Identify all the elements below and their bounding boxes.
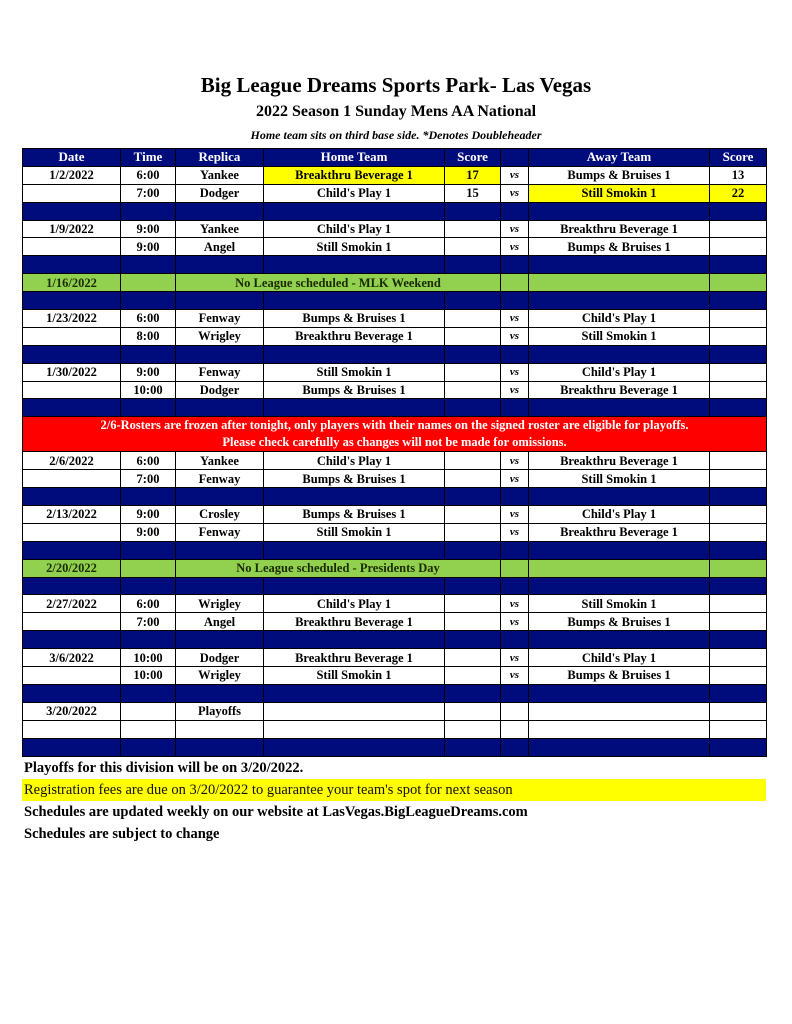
time-cell: 7:00 — [121, 613, 176, 631]
time-cell: 7:00 — [121, 184, 176, 202]
away-score-cell: 13 — [710, 166, 767, 184]
separator-cell — [529, 541, 710, 559]
separator-row — [23, 738, 767, 756]
separator-cell — [264, 488, 445, 506]
vs-cell — [501, 274, 529, 292]
game-row — [23, 523, 767, 541]
vs-cell: vs — [501, 327, 529, 345]
time-cell: 10:00 — [121, 649, 176, 667]
replica-field-cell: Yankee — [176, 166, 264, 184]
footer-note: Schedules are subject to change — [24, 826, 220, 842]
home-score-cell: 15 — [445, 184, 501, 202]
separator-cell — [121, 292, 176, 310]
separator-cell — [176, 541, 264, 559]
separator-cell — [121, 399, 176, 417]
separator-row — [23, 256, 767, 274]
separator-cell — [176, 399, 264, 417]
separator-cell — [176, 488, 264, 506]
separator-cell — [529, 738, 710, 756]
away-team-cell: Bumps & Bruises 1 — [529, 667, 710, 685]
separator-cell — [710, 345, 767, 363]
separator-cell — [710, 202, 767, 220]
col-header-date: Date — [23, 149, 121, 167]
home-score-cell: 17 — [445, 166, 501, 184]
separator-cell — [710, 684, 767, 702]
replica-field-cell: Dodger — [176, 184, 264, 202]
away-team-cell: Still Smokin 1 — [529, 327, 710, 345]
replica-field-cell: Wrigley — [176, 327, 264, 345]
page-subtitle: 2022 Season 1 Sunday Mens AA National — [255, 103, 537, 120]
away-score-cell — [710, 310, 767, 328]
game-row — [23, 470, 767, 488]
date-cell — [23, 613, 121, 631]
home-team-cell: Child's Play 1 — [264, 220, 445, 238]
away-team-cell: Child's Play 1 — [529, 363, 710, 381]
game-row — [23, 166, 767, 184]
separator-row — [23, 684, 767, 702]
game-row — [23, 381, 767, 399]
separator-row — [23, 488, 767, 506]
date-cell — [23, 184, 121, 202]
separator-cell — [176, 738, 264, 756]
separator-cell — [23, 345, 121, 363]
separator-row — [23, 541, 767, 559]
col-header-home-score: Score — [445, 149, 501, 167]
footer-notes — [22, 757, 766, 845]
vs-cell: vs — [501, 506, 529, 524]
replica-field-cell — [176, 720, 264, 738]
separator-cell — [529, 345, 710, 363]
separator-cell — [264, 292, 445, 310]
separator-cell — [121, 684, 176, 702]
home-score-cell — [445, 220, 501, 238]
game-row — [23, 184, 767, 202]
away-team-cell: Bumps & Bruises 1 — [529, 613, 710, 631]
replica-field-cell: Wrigley — [176, 595, 264, 613]
date-cell — [23, 238, 121, 256]
home-team-cell: Bumps & Bruises 1 — [264, 470, 445, 488]
separator-cell — [121, 577, 176, 595]
separator-cell — [121, 541, 176, 559]
banner-line-1: 2/6-Rosters are frozen after tonight, only players with their names on the signed roster are eligible for playoffs. — [100, 418, 689, 433]
away-score-cell — [710, 327, 767, 345]
separator-cell — [23, 541, 121, 559]
home-team-cell — [264, 720, 445, 738]
away-team-cell — [529, 559, 710, 577]
separator-cell — [121, 738, 176, 756]
replica-field-cell: Fenway — [176, 470, 264, 488]
game-row — [23, 238, 767, 256]
roster-freeze-banner — [23, 417, 767, 452]
home-team-cell: Still Smokin 1 — [264, 667, 445, 685]
time-cell — [121, 559, 176, 577]
replica-field-cell: Fenway — [176, 363, 264, 381]
separator-cell — [445, 577, 501, 595]
replica-field-cell: Yankee — [176, 452, 264, 470]
separator-cell — [501, 577, 529, 595]
time-cell: 9:00 — [121, 523, 176, 541]
home-score-cell — [445, 595, 501, 613]
vs-cell: vs — [501, 595, 529, 613]
away-score-cell — [710, 381, 767, 399]
separator-cell — [445, 631, 501, 649]
time-cell: 6:00 — [121, 452, 176, 470]
date-cell: 1/9/2022 — [23, 220, 121, 238]
game-row — [23, 363, 767, 381]
vs-cell — [501, 720, 529, 738]
col-header-away-team: Away Team — [529, 149, 710, 167]
no-league-text: No League scheduled - Presidents Day — [176, 559, 501, 577]
date-cell: 2/20/2022 — [23, 559, 121, 577]
separator-cell — [529, 256, 710, 274]
date-cell — [23, 381, 121, 399]
separator-cell — [529, 577, 710, 595]
vs-cell: vs — [501, 363, 529, 381]
game-row — [23, 220, 767, 238]
date-cell — [23, 327, 121, 345]
home-score-cell — [445, 649, 501, 667]
vs-cell: vs — [501, 220, 529, 238]
separator-cell — [501, 738, 529, 756]
date-cell: 1/16/2022 — [23, 274, 121, 292]
time-cell: 6:00 — [121, 595, 176, 613]
separator-cell — [23, 399, 121, 417]
away-team-cell: Child's Play 1 — [529, 506, 710, 524]
separator-cell — [264, 577, 445, 595]
home-score-cell — [445, 381, 501, 399]
away-team-cell — [529, 702, 710, 720]
away-team-cell: Child's Play 1 — [529, 649, 710, 667]
vs-cell: vs — [501, 667, 529, 685]
separator-cell — [445, 738, 501, 756]
separator-cell — [264, 684, 445, 702]
replica-field-cell: Wrigley — [176, 667, 264, 685]
separator-cell — [501, 292, 529, 310]
home-team-cell — [264, 702, 445, 720]
home-team-cell: Child's Play 1 — [264, 452, 445, 470]
separator-row — [23, 577, 767, 595]
separator-cell — [23, 577, 121, 595]
replica-field-cell: Yankee — [176, 220, 264, 238]
separator-cell — [121, 345, 176, 363]
separator-cell — [445, 488, 501, 506]
separator-cell — [710, 541, 767, 559]
home-team-cell: Breakthru Beverage 1 — [264, 613, 445, 631]
separator-cell — [23, 256, 121, 274]
away-score-cell — [710, 523, 767, 541]
date-cell — [23, 667, 121, 685]
date-cell: 2/6/2022 — [23, 452, 121, 470]
separator-cell — [23, 202, 121, 220]
banner-line-2: Please check carefully as changes will not be made for omissions. — [222, 435, 567, 450]
away-team-cell — [529, 720, 710, 738]
separator-row — [23, 345, 767, 363]
separator-cell — [710, 577, 767, 595]
home-score-cell — [445, 720, 501, 738]
home-score-cell — [445, 667, 501, 685]
replica-field-cell: Playoffs — [176, 702, 264, 720]
game-row — [23, 452, 767, 470]
home-team-cell: Breakthru Beverage 1 — [264, 649, 445, 667]
away-score-cell — [710, 274, 767, 292]
away-score-cell — [710, 452, 767, 470]
game-row — [23, 702, 767, 720]
banner-cell — [23, 417, 767, 452]
col-header-vs — [501, 149, 529, 167]
away-team-cell: Bumps & Bruises 1 — [529, 238, 710, 256]
separator-cell — [121, 488, 176, 506]
time-cell: 9:00 — [121, 220, 176, 238]
separator-cell — [23, 631, 121, 649]
no-league-row — [23, 559, 767, 577]
away-score-cell — [710, 559, 767, 577]
date-cell: 2/27/2022 — [23, 595, 121, 613]
away-score-cell — [710, 470, 767, 488]
separator-cell — [501, 541, 529, 559]
away-team-cell: Child's Play 1 — [529, 310, 710, 328]
col-header-away-score: Score — [710, 149, 767, 167]
separator-cell — [23, 738, 121, 756]
away-team-cell: Still Smokin 1 — [529, 470, 710, 488]
away-score-cell — [710, 720, 767, 738]
separator-cell — [264, 202, 445, 220]
separator-cell — [176, 684, 264, 702]
time-cell: 10:00 — [121, 381, 176, 399]
vs-cell: vs — [501, 310, 529, 328]
vs-cell: vs — [501, 166, 529, 184]
vs-cell: vs — [501, 381, 529, 399]
home-team-cell: Bumps & Bruises 1 — [264, 381, 445, 399]
table-header-row — [23, 149, 767, 167]
separator-cell — [501, 399, 529, 417]
separator-cell — [710, 399, 767, 417]
separator-row — [23, 292, 767, 310]
time-cell: 10:00 — [121, 667, 176, 685]
separator-cell — [445, 292, 501, 310]
game-row — [23, 310, 767, 328]
away-team-cell — [529, 274, 710, 292]
home-score-cell — [445, 452, 501, 470]
replica-field-cell: Angel — [176, 613, 264, 631]
separator-cell — [445, 256, 501, 274]
page-note: Home team sits on third base side. *Denotes Doubleheader — [250, 128, 542, 142]
separator-cell — [445, 399, 501, 417]
page-title: Big League Dreams Sports Park- Las Vegas — [200, 73, 592, 97]
vs-cell: vs — [501, 523, 529, 541]
separator-cell — [529, 202, 710, 220]
replica-field-cell: Fenway — [176, 310, 264, 328]
time-cell: 6:00 — [121, 310, 176, 328]
game-row — [23, 595, 767, 613]
away-score-cell: 22 — [710, 184, 767, 202]
separator-cell — [501, 684, 529, 702]
separator-cell — [445, 202, 501, 220]
replica-field-cell: Fenway — [176, 523, 264, 541]
schedule-body — [23, 166, 767, 756]
game-row — [23, 506, 767, 524]
replica-field-cell: Dodger — [176, 381, 264, 399]
col-header-time: Time — [121, 149, 176, 167]
replica-field-cell: Dodger — [176, 649, 264, 667]
separator-cell — [264, 256, 445, 274]
date-cell: 1/23/2022 — [23, 310, 121, 328]
separator-cell — [710, 488, 767, 506]
separator-cell — [529, 488, 710, 506]
game-row — [23, 327, 767, 345]
away-score-cell — [710, 702, 767, 720]
separator-cell — [176, 256, 264, 274]
home-team-cell: Breakthru Beverage 1 — [264, 327, 445, 345]
away-team-cell: Breakthru Beverage 1 — [529, 523, 710, 541]
time-cell: 9:00 — [121, 506, 176, 524]
date-cell: 1/2/2022 — [23, 166, 121, 184]
col-header-replica: Replica — [176, 149, 264, 167]
separator-cell — [264, 399, 445, 417]
home-score-cell — [445, 238, 501, 256]
registration-note: Registration fees are due on 3/20/2022 to guarantee your team's spot for next season — [22, 779, 766, 801]
time-cell: 8:00 — [121, 327, 176, 345]
date-cell: 1/30/2022 — [23, 363, 121, 381]
separator-cell — [501, 345, 529, 363]
away-score-cell — [710, 506, 767, 524]
time-cell: 6:00 — [121, 166, 176, 184]
separator-cell — [710, 631, 767, 649]
time-cell — [121, 702, 176, 720]
separator-cell — [529, 292, 710, 310]
time-cell: 9:00 — [121, 238, 176, 256]
separator-cell — [501, 631, 529, 649]
home-team-cell: Bumps & Bruises 1 — [264, 506, 445, 524]
vs-cell: vs — [501, 649, 529, 667]
separator-cell — [710, 256, 767, 274]
vs-cell: vs — [501, 470, 529, 488]
vs-cell: vs — [501, 184, 529, 202]
no-league-row — [23, 274, 767, 292]
separator-cell — [264, 631, 445, 649]
separator-cell — [121, 202, 176, 220]
away-team-cell: Breakthru Beverage 1 — [529, 452, 710, 470]
date-cell — [23, 470, 121, 488]
separator-cell — [445, 345, 501, 363]
separator-cell — [264, 738, 445, 756]
game-row — [23, 720, 767, 738]
vs-cell — [501, 559, 529, 577]
separator-cell — [121, 631, 176, 649]
away-score-cell — [710, 220, 767, 238]
footer-note: Playoffs for this division will be on 3/20/2022. — [24, 760, 304, 776]
date-cell: 3/6/2022 — [23, 649, 121, 667]
col-header-home-team: Home Team — [264, 149, 445, 167]
home-team-cell: Still Smokin 1 — [264, 523, 445, 541]
replica-field-cell: Crosley — [176, 506, 264, 524]
replica-field-cell: Angel — [176, 238, 264, 256]
separator-cell — [710, 292, 767, 310]
no-league-text: No League scheduled - MLK Weekend — [176, 274, 501, 292]
home-score-cell — [445, 327, 501, 345]
date-cell: 2/13/2022 — [23, 506, 121, 524]
away-team-cell: Bumps & Bruises 1 — [529, 166, 710, 184]
home-team-cell: Bumps & Bruises 1 — [264, 310, 445, 328]
separator-cell — [501, 256, 529, 274]
separator-cell — [264, 541, 445, 559]
vs-cell: vs — [501, 452, 529, 470]
separator-cell — [176, 577, 264, 595]
vs-cell — [501, 702, 529, 720]
away-score-cell — [710, 649, 767, 667]
separator-cell — [23, 292, 121, 310]
separator-cell — [710, 738, 767, 756]
home-score-cell — [445, 506, 501, 524]
away-score-cell — [710, 595, 767, 613]
away-team-cell: Still Smokin 1 — [529, 595, 710, 613]
away-score-cell — [710, 363, 767, 381]
footer-note: Schedules are updated weekly on our website at LasVegas.BigLeagueDreams.com — [24, 804, 528, 820]
time-cell — [121, 274, 176, 292]
separator-cell — [176, 292, 264, 310]
home-team-cell: Still Smokin 1 — [264, 238, 445, 256]
time-cell: 7:00 — [121, 470, 176, 488]
away-team-cell: Still Smokin 1 — [529, 184, 710, 202]
vs-cell: vs — [501, 238, 529, 256]
separator-cell — [501, 202, 529, 220]
away-score-cell — [710, 613, 767, 631]
separator-cell — [445, 684, 501, 702]
separator-cell — [529, 631, 710, 649]
separator-row — [23, 202, 767, 220]
separator-cell — [264, 345, 445, 363]
away-score-cell — [710, 667, 767, 685]
game-row — [23, 613, 767, 631]
game-row — [23, 649, 767, 667]
home-score-cell — [445, 613, 501, 631]
separator-cell — [23, 684, 121, 702]
home-score-cell — [445, 310, 501, 328]
separator-cell — [121, 256, 176, 274]
home-team-cell: Still Smokin 1 — [264, 363, 445, 381]
away-team-cell: Breakthru Beverage 1 — [529, 220, 710, 238]
home-score-cell — [445, 523, 501, 541]
home-team-cell: Child's Play 1 — [264, 184, 445, 202]
game-row — [23, 667, 767, 685]
home-score-cell — [445, 702, 501, 720]
schedule-table — [22, 148, 767, 757]
separator-cell — [529, 684, 710, 702]
home-team-cell: Child's Play 1 — [264, 595, 445, 613]
date-cell — [23, 720, 121, 738]
separator-cell — [23, 488, 121, 506]
separator-cell — [176, 345, 264, 363]
separator-row — [23, 631, 767, 649]
time-cell: 9:00 — [121, 363, 176, 381]
home-score-cell — [445, 363, 501, 381]
away-score-cell — [710, 238, 767, 256]
home-score-cell — [445, 470, 501, 488]
date-cell: 3/20/2022 — [23, 702, 121, 720]
separator-cell — [529, 399, 710, 417]
separator-cell — [176, 631, 264, 649]
separator-cell — [501, 488, 529, 506]
vs-cell: vs — [501, 613, 529, 631]
separator-row — [23, 399, 767, 417]
separator-cell — [176, 202, 264, 220]
date-cell — [23, 523, 121, 541]
home-team-cell: Breakthru Beverage 1 — [264, 166, 445, 184]
time-cell — [121, 720, 176, 738]
away-team-cell: Breakthru Beverage 1 — [529, 381, 710, 399]
separator-cell — [445, 541, 501, 559]
